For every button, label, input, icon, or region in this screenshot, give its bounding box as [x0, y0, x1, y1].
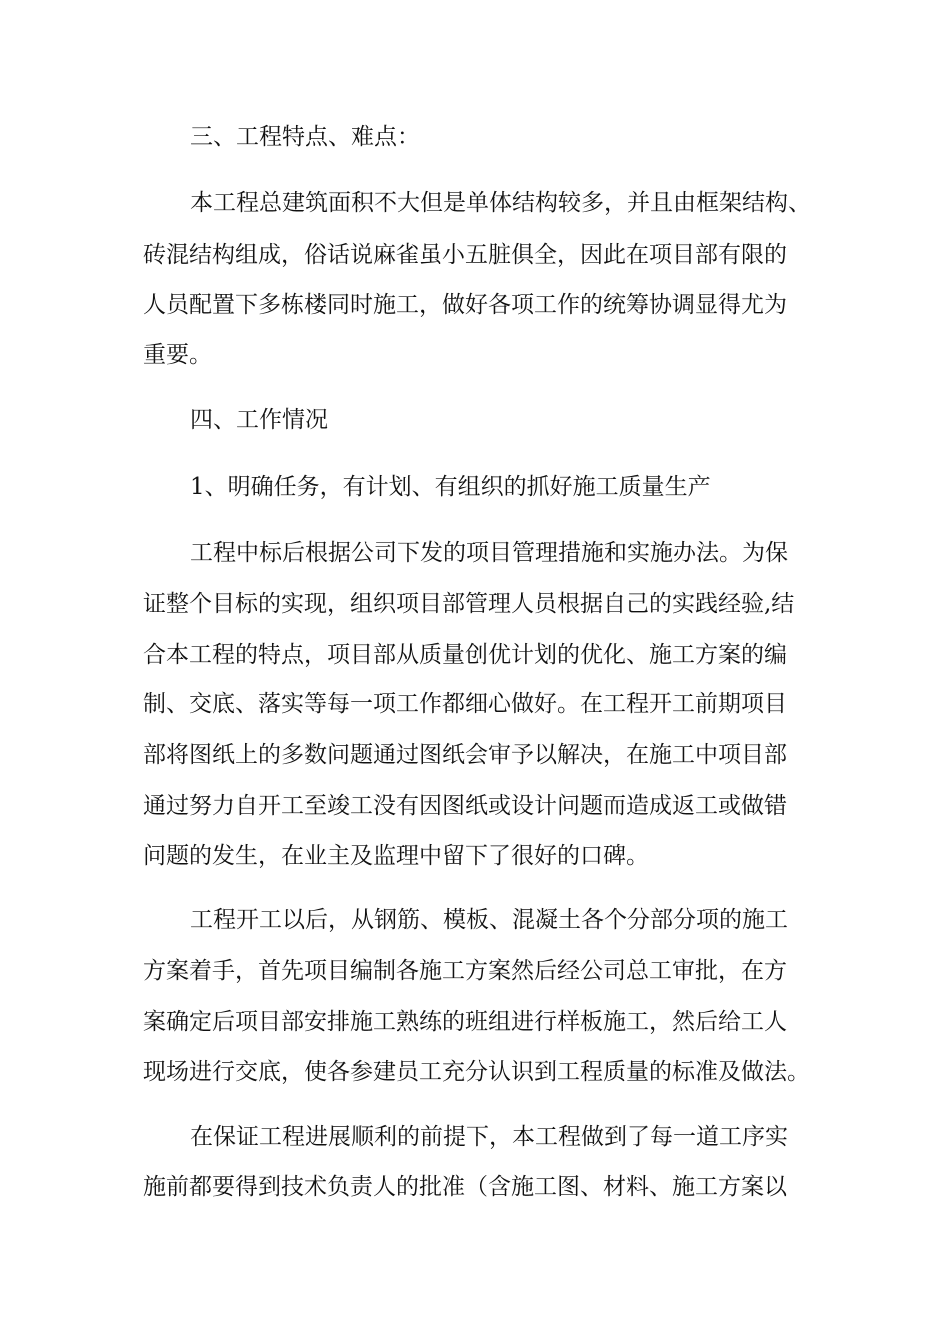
section-heading-3: 三、工程特点、难点： — [190, 124, 420, 150]
paragraph-line: 案确定后项目部安排施工熟练的班组进行样板施工，然后给工人 — [143, 1009, 787, 1035]
paragraph-line: 问题的发生，在业主及监理中留下了很好的口碑。 — [143, 843, 649, 869]
paragraph-line: 本工程总建筑面积不大但是单体结构较多，并且由框架结构、 — [190, 190, 811, 216]
paragraph-line: 工程中标后根据公司下发的项目管理措施和实施办法。为保 — [190, 540, 788, 566]
paragraph-line: 合本工程的特点，项目部从质量创优计划的优化、施工方案的编 — [143, 642, 787, 668]
paragraph-line: 现场进行交底，使各参建员工充分认识到工程质量的标准及做法。 — [143, 1059, 810, 1085]
paragraph-line: 在保证工程进展顺利的前提下，本工程做到了每一道工序实 — [190, 1124, 788, 1150]
paragraph-line: 重要。 — [143, 342, 212, 368]
paragraph-line: 人员配置下多栋楼同时施工，做好各项工作的统筹协调显得尤为 — [143, 292, 787, 318]
section-heading-4: 四、工作情况 — [190, 407, 328, 433]
paragraph-line: 砖混结构组成，俗话说麻雀虽小五脏俱全，因此在项目部有限的 — [143, 242, 787, 268]
paragraph-line: 施前都要得到技术负责人的批准（含施工图、材料、施工方案以 — [143, 1174, 787, 1200]
paragraph-line: 工程开工以后，从钢筋、模板、混凝土各个分部分项的施工 — [190, 907, 788, 933]
subsection-heading-1: 1、明确任务，有计划、有组织的抓好施工质量生产 — [190, 474, 711, 500]
paragraph-line: 证整个目标的实现，组织项目部管理人员根据自己的实践经验,结 — [143, 591, 795, 617]
paragraph-line: 部将图纸上的多数问题通过图纸会审予以解决，在施工中项目部 — [143, 742, 787, 768]
paragraph-line: 通过努力自开工至竣工没有因图纸或设计问题而造成返工或做错 — [143, 793, 787, 819]
paragraph-line: 方案着手，首先项目编制各施工方案然后经公司总工审批，在方 — [143, 958, 787, 984]
paragraph-line: 制、交底、落实等每一项工作都细心做好。在工程开工前期项目 — [143, 691, 787, 717]
